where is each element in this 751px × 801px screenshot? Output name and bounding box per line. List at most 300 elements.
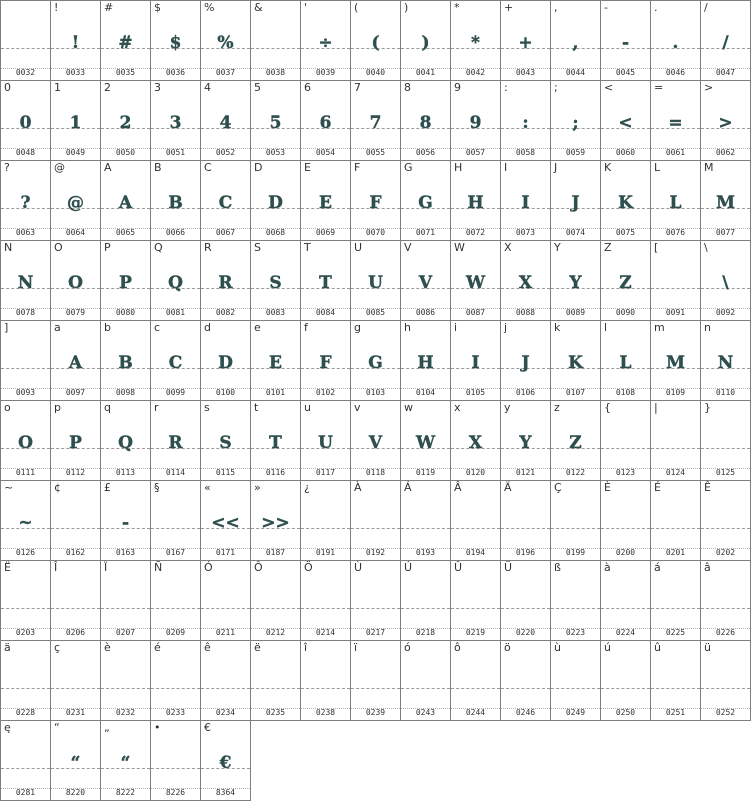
glyph-sample: M — [716, 193, 735, 213]
character-label: # — [104, 1, 114, 14]
glyph-sample: << — [211, 513, 240, 533]
character-label: 8 — [404, 81, 411, 94]
glyph-sample: “ — [120, 753, 131, 773]
character-label: D — [254, 161, 263, 174]
code-point-label: 0053 — [265, 148, 286, 157]
code-point-label: 0218 — [415, 628, 436, 637]
code-point-label: 0078 — [15, 308, 36, 317]
glyph-cell — [300, 320, 351, 401]
glyph-sample: = — [668, 113, 683, 133]
glyph-sample: 3 — [169, 113, 182, 133]
code-point-label: 0071 — [415, 228, 436, 237]
glyph-cell — [300, 400, 351, 481]
glyph-sample: K — [568, 353, 583, 373]
code-point-label: 0120 — [465, 468, 486, 477]
character-label: % — [204, 1, 215, 14]
glyph-cell — [550, 240, 601, 321]
glyph-cell — [600, 80, 651, 161]
character-label: ö — [504, 641, 511, 654]
code-point-label: 0070 — [365, 228, 386, 237]
glyph-cell — [400, 320, 451, 401]
glyph-sample — [101, 668, 150, 698]
glyph-cell — [700, 560, 751, 641]
glyph-sample: V — [418, 273, 433, 293]
glyph-cell — [550, 640, 601, 721]
glyph-cell — [0, 0, 51, 81]
glyph-sample — [1, 588, 50, 618]
code-point-label: 0112 — [65, 468, 86, 477]
code-point-label: 0199 — [565, 548, 586, 557]
code-point-label: 0101 — [265, 388, 286, 397]
glyph-cell — [400, 640, 451, 721]
code-point-label: 0063 — [15, 228, 36, 237]
glyph-cell — [450, 240, 501, 321]
glyph-cell — [600, 640, 651, 721]
code-point-label: 0036 — [165, 68, 186, 77]
character-label: Ó — [204, 561, 213, 574]
glyph-sample — [351, 508, 400, 538]
glyph-cell — [700, 160, 751, 241]
glyph-cell — [400, 160, 451, 241]
glyph-cell — [300, 160, 351, 241]
glyph-sample: 2 — [119, 113, 132, 133]
glyph-cell — [100, 320, 151, 401]
code-point-label: 0100 — [215, 388, 236, 397]
glyph-sample — [51, 508, 100, 538]
glyph-cell — [550, 560, 601, 641]
code-point-label: 0044 — [565, 68, 586, 77]
glyph-sample — [351, 668, 400, 698]
glyph-cell — [150, 320, 201, 401]
character-label: ù — [554, 641, 561, 654]
code-point-label: 0246 — [515, 708, 536, 717]
character-label: L — [654, 161, 661, 174]
code-point-label: 8220 — [65, 788, 86, 797]
glyph-sample — [1, 748, 50, 778]
character-label: a — [54, 321, 61, 334]
glyph-cell — [150, 0, 201, 81]
glyph-cell — [0, 320, 51, 401]
code-point-label: 0082 — [215, 308, 236, 317]
code-point-label: 0058 — [515, 148, 536, 157]
code-point-label: 0057 — [465, 148, 486, 157]
glyph-cell — [50, 640, 101, 721]
code-point-label: 0054 — [315, 148, 336, 157]
code-point-label: 0244 — [465, 708, 486, 717]
code-point-label: 0046 — [665, 68, 686, 77]
glyph-cell — [500, 80, 551, 161]
code-point-label: 0163 — [115, 548, 136, 557]
glyph-cell — [350, 0, 401, 81]
code-point-label: 0085 — [365, 308, 386, 317]
glyph-sample: C — [218, 193, 233, 213]
character-label: Î — [54, 561, 58, 574]
glyph-cell — [600, 400, 651, 481]
glyph-sample: >> — [261, 513, 290, 533]
glyph-cell — [0, 80, 51, 161]
character-label: È — [604, 481, 611, 494]
code-point-label: 0061 — [665, 148, 686, 157]
character-label: [ — [654, 241, 659, 254]
code-point-label: 0043 — [515, 68, 536, 77]
character-label: b — [104, 321, 111, 334]
code-point-label: 0033 — [65, 68, 86, 77]
character-label: À — [354, 481, 362, 494]
code-point-label: 0059 — [565, 148, 586, 157]
character-label: * — [454, 1, 460, 14]
glyph-sample: A — [118, 193, 133, 213]
code-point-label: 0035 — [115, 68, 136, 77]
character-label: 3 — [154, 81, 161, 94]
glyph-sample: Z — [569, 433, 582, 453]
glyph-cell — [200, 240, 251, 321]
glyph-sample — [701, 588, 750, 618]
code-point-label: 0232 — [115, 708, 136, 717]
character-label: w — [404, 401, 413, 414]
code-point-label: 0089 — [565, 308, 586, 317]
glyph-sample: 9 — [469, 113, 482, 133]
glyph-cell — [400, 240, 451, 321]
glyph-sample — [401, 508, 450, 538]
glyph-sample: 7 — [369, 113, 382, 133]
glyph-cell — [300, 80, 351, 161]
glyph-cell — [350, 80, 401, 161]
character-label: H — [454, 161, 463, 174]
code-point-label: 0037 — [215, 68, 236, 77]
glyph-cell — [700, 0, 751, 81]
code-point-label: 0201 — [665, 548, 686, 557]
code-point-label: 0032 — [15, 68, 36, 77]
glyph-sample: F — [369, 193, 382, 213]
glyph-sample: R — [168, 433, 183, 453]
glyph-cell — [250, 480, 301, 561]
glyph-cell — [350, 160, 401, 241]
character-label: 2 — [104, 81, 111, 94]
glyph-cell — [50, 480, 101, 561]
glyph-sample — [301, 668, 350, 698]
code-point-label: 0051 — [165, 148, 186, 157]
code-point-label: 0209 — [165, 628, 186, 637]
glyph-sample — [601, 588, 650, 618]
glyph-sample — [501, 668, 550, 698]
character-label: @ — [54, 161, 65, 174]
code-point-label: 0049 — [65, 148, 86, 157]
glyph-cell — [500, 480, 551, 561]
character-label: ] — [4, 321, 9, 334]
glyph-cell — [50, 720, 101, 801]
glyph-cell — [50, 320, 101, 401]
glyph-cell — [250, 240, 301, 321]
glyph-cell — [350, 640, 401, 721]
character-label: , — [554, 1, 558, 14]
character-label: ü — [704, 641, 711, 654]
code-point-label: 0105 — [465, 388, 486, 397]
glyph-cell — [250, 640, 301, 721]
glyph-sample: U — [318, 433, 333, 453]
glyph-sample — [651, 428, 700, 458]
character-label: ¿ — [304, 481, 310, 494]
glyph-cell — [600, 240, 651, 321]
glyph-sample — [651, 668, 700, 698]
code-point-label: 0123 — [615, 468, 636, 477]
glyph-sample: “ — [70, 753, 81, 773]
character-label: > — [704, 81, 714, 94]
glyph-cell — [450, 400, 501, 481]
glyph-cell — [650, 0, 701, 81]
glyph-cell — [400, 0, 451, 81]
character-label: & — [254, 1, 263, 14]
code-point-label: 0106 — [515, 388, 536, 397]
glyph-sample — [451, 588, 500, 618]
glyph-sample: ~ — [18, 513, 33, 533]
character-label: Ç — [554, 481, 562, 494]
code-point-label: 0125 — [715, 468, 736, 477]
character-label: 4 — [204, 81, 211, 94]
glyph-sample: Y — [519, 433, 532, 453]
glyph-cell — [100, 560, 151, 641]
glyph-sample: A — [68, 353, 83, 373]
glyph-sample — [1, 28, 50, 58]
code-point-label: 0212 — [265, 628, 286, 637]
code-point-label: 0243 — [415, 708, 436, 717]
glyph-cell — [650, 240, 701, 321]
glyph-cell — [400, 480, 451, 561]
glyph-sample: < — [618, 113, 633, 133]
character-label: : — [504, 81, 508, 94]
character-label: £ — [104, 481, 111, 494]
character-label: î — [304, 641, 308, 654]
glyph-sample: W — [465, 273, 486, 293]
glyph-sample: / — [722, 33, 729, 53]
code-point-label: 8226 — [165, 788, 186, 797]
glyph-sample: P — [119, 273, 132, 293]
code-point-label: 0119 — [415, 468, 436, 477]
glyph-cell — [300, 480, 351, 561]
glyph-cell — [500, 640, 551, 721]
glyph-sample: € — [219, 753, 232, 773]
glyph-sample: Y — [569, 273, 582, 293]
code-point-label: 0041 — [415, 68, 436, 77]
code-point-label: 0211 — [215, 628, 236, 637]
code-point-label: 0249 — [565, 708, 586, 717]
character-label: • — [154, 721, 161, 734]
character-label: è — [104, 641, 111, 654]
code-point-label: 0108 — [615, 388, 636, 397]
code-point-label: 0065 — [115, 228, 136, 237]
glyph-cell — [150, 720, 201, 801]
character-label: Û — [454, 561, 463, 574]
glyph-cell — [300, 560, 351, 641]
code-point-label: 0228 — [15, 708, 36, 717]
glyph-cell — [700, 480, 751, 561]
glyph-cell — [450, 80, 501, 161]
code-point-label: 0097 — [65, 388, 86, 397]
code-point-label: 0080 — [115, 308, 136, 317]
glyph-sample: V — [368, 433, 383, 453]
character-label: q — [104, 401, 111, 414]
glyph-cell — [200, 160, 251, 241]
glyph-cell — [250, 320, 301, 401]
glyph-sample: O — [68, 273, 83, 293]
code-point-label: 0060 — [615, 148, 636, 157]
glyph-sample — [151, 668, 200, 698]
code-point-label: 0072 — [465, 228, 486, 237]
glyph-cell — [50, 80, 101, 161]
code-point-label: 0040 — [365, 68, 386, 77]
character-label: d — [204, 321, 211, 334]
glyph-sample: X — [468, 433, 483, 453]
code-point-label: 0115 — [215, 468, 236, 477]
glyph-sample: B — [118, 353, 133, 373]
glyph-sample: 6 — [319, 113, 332, 133]
glyph-cell — [450, 640, 501, 721]
code-point-label: 0207 — [115, 628, 136, 637]
glyph-sample — [651, 588, 700, 618]
character-label: Ï — [104, 561, 108, 574]
character-label: Z — [604, 241, 612, 254]
character-label: m — [654, 321, 665, 334]
code-point-label: 0045 — [615, 68, 636, 77]
glyph-sample: F — [319, 353, 332, 373]
glyph-cell — [150, 400, 201, 481]
code-point-label: 0111 — [15, 468, 36, 477]
character-label: K — [604, 161, 612, 174]
glyph-cell — [450, 320, 501, 401]
glyph-cell — [650, 160, 701, 241]
glyph-cell — [100, 720, 151, 801]
code-point-label: 0196 — [515, 548, 536, 557]
glyph-sample: 5 — [269, 113, 282, 133]
glyph-cell — [700, 320, 751, 401]
glyph-cell — [100, 240, 151, 321]
glyph-sample: ! — [71, 33, 80, 53]
glyph-sample — [401, 588, 450, 618]
glyph-cell — [650, 80, 701, 161]
glyph-sample: 8 — [419, 113, 432, 133]
glyph-cell — [650, 400, 701, 481]
code-point-label: 0077 — [715, 228, 736, 237]
glyph-sample: I — [521, 193, 530, 213]
character-label: W — [454, 241, 465, 254]
glyph-sample: % — [217, 33, 234, 53]
glyph-cell — [50, 240, 101, 321]
glyph-sample — [201, 588, 250, 618]
glyph-cell — [300, 0, 351, 81]
character-label: ' — [304, 1, 308, 14]
glyph-cell — [0, 560, 51, 641]
glyph-sample — [301, 588, 350, 618]
character-label: ç — [54, 641, 61, 654]
glyph-cell — [100, 480, 151, 561]
character-label: s — [204, 401, 210, 414]
glyph-sample: - — [121, 513, 130, 533]
glyph-cell — [150, 240, 201, 321]
glyph-sample: S — [269, 273, 282, 293]
code-point-label: 0062 — [715, 148, 736, 157]
glyph-cell — [550, 80, 601, 161]
code-point-label: 0226 — [715, 628, 736, 637]
glyph-cell — [600, 560, 651, 641]
glyph-sample — [151, 748, 200, 778]
code-point-label: 0076 — [665, 228, 686, 237]
glyph-sample: Q — [168, 273, 183, 293]
code-point-label: 0074 — [565, 228, 586, 237]
glyph-sample: Z — [619, 273, 632, 293]
glyph-cell — [650, 640, 701, 721]
character-label: » — [254, 481, 261, 494]
code-point-label: 0219 — [465, 628, 486, 637]
glyph-cell — [500, 0, 551, 81]
code-point-label: 0087 — [465, 308, 486, 317]
glyph-cell — [0, 480, 51, 561]
code-point-label: 0121 — [515, 468, 536, 477]
code-point-label: 0126 — [15, 548, 36, 557]
glyph-sample — [401, 668, 450, 698]
glyph-cell — [200, 400, 251, 481]
code-point-label: 0224 — [615, 628, 636, 637]
code-point-label: 0086 — [415, 308, 436, 317]
code-point-label: 0193 — [415, 548, 436, 557]
character-label: „ — [104, 721, 110, 734]
character-label: Â — [454, 481, 462, 494]
character-label: l — [604, 321, 608, 334]
glyph-cell — [200, 480, 251, 561]
code-point-label: 0052 — [215, 148, 236, 157]
glyph-cell — [550, 0, 601, 81]
character-label: S — [254, 241, 261, 254]
glyph-cell — [350, 480, 401, 561]
glyph-sample: ( — [371, 33, 380, 53]
glyph-cell — [150, 160, 201, 241]
character-label: v — [354, 401, 361, 414]
glyph-sample: . — [672, 33, 679, 53]
glyph-cell — [200, 720, 251, 801]
glyph-cell — [200, 0, 251, 81]
glyph-cell — [500, 560, 551, 641]
code-point-label: 0234 — [215, 708, 236, 717]
glyph-cell — [500, 240, 551, 321]
glyph-cell — [200, 320, 251, 401]
character-label: o — [4, 401, 11, 414]
glyph-sample: J — [571, 193, 580, 213]
code-point-label: 0239 — [365, 708, 386, 717]
glyph-sample — [151, 508, 200, 538]
code-point-label: 0090 — [615, 308, 636, 317]
glyph-sample — [601, 508, 650, 538]
character-label: n — [704, 321, 711, 334]
glyph-cell — [600, 0, 651, 81]
character-label: / — [704, 1, 708, 14]
glyph-sample: T — [319, 273, 332, 293]
glyph-sample: J — [521, 353, 530, 373]
glyph-cell — [100, 160, 151, 241]
glyph-sample — [601, 428, 650, 458]
character-label: + — [504, 1, 514, 14]
code-point-label: 0114 — [165, 468, 186, 477]
glyph-sample — [51, 588, 100, 618]
character-label: 7 — [354, 81, 361, 94]
code-point-label: 0231 — [65, 708, 86, 717]
glyph-sample: ) — [421, 33, 430, 53]
character-label: h — [404, 321, 411, 334]
character-label: z — [554, 401, 560, 414]
code-point-label: 0233 — [165, 708, 186, 717]
character-label: ê — [204, 641, 211, 654]
code-point-label: 0069 — [315, 228, 336, 237]
glyph-cell — [50, 400, 101, 481]
glyph-cell — [450, 480, 501, 561]
code-point-label: 0066 — [165, 228, 186, 237]
